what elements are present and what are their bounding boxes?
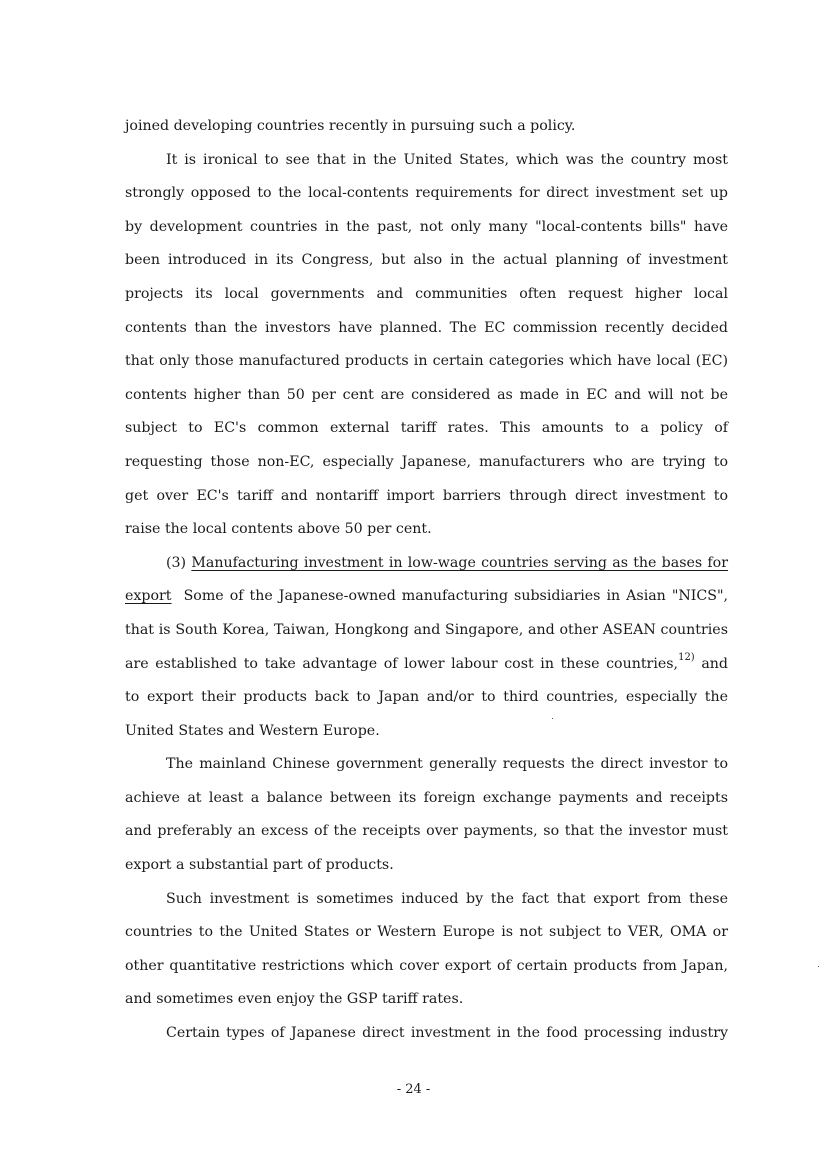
text-line: other quantitative restrictions which cover export of certain products from Japan,	[125, 957, 728, 974]
text-line	[125, 580, 728, 614]
text-line: and preferably an excess of the receipts over payments, so that the investor must	[125, 823, 728, 840]
paragraph-1	[125, 110, 728, 144]
footnote-reference: 12)	[678, 651, 695, 663]
text-line: countries to the United States or Western Europe is not subject to VER, OMA or	[125, 924, 728, 941]
text-line: United States and Western Europe.	[125, 722, 380, 739]
text-line: Such investment is sometimes induced by the fact that export from these	[166, 890, 728, 907]
text-line: that only those manufactured products in certain categories which have local (EC)	[125, 353, 728, 370]
text-line: get over EC's tariff and nontariff import barriers through direct investment to	[125, 487, 728, 504]
paragraph-4	[125, 748, 728, 882]
section-heading: Manufacturing investment in low-wage countries serving as the bases for	[191, 554, 728, 571]
page-number: - 24 -	[396, 1082, 431, 1097]
section-heading-line	[125, 547, 728, 581]
paragraph-3	[125, 547, 728, 749]
scan-speck	[818, 966, 819, 967]
document-body	[125, 110, 728, 1051]
text-line: Certain types of Japanese direct investment in the food processing industry	[166, 1025, 728, 1042]
paragraph-5	[125, 883, 728, 1017]
text-line	[125, 648, 728, 682]
section-number: (3)	[166, 554, 187, 571]
text-line: subject to EC's common external tariff rates. This amounts to a policy of	[125, 420, 728, 437]
text-line: by development countries in the past, not only many "local-contents bills" have	[125, 218, 728, 235]
text-line: that is South Korea, Taiwan, Hongkong and Singapore, and other ASEAN countries	[125, 621, 728, 638]
text-line: projects its local governments and communities often request higher local	[125, 285, 728, 302]
text-line: to export their products back to Japan and/or to third countries, especially the	[125, 689, 728, 706]
scan-speck	[552, 718, 553, 719]
text-line: joined developing countries recently in pursuing such a policy.	[125, 118, 576, 134]
paragraph-6	[125, 1017, 728, 1051]
text-line: contents higher than 50 per cent are considered as made in EC and will not be	[125, 386, 728, 403]
text-line: The mainland Chinese government generally requests the direct investor to	[166, 756, 728, 773]
text-span: are established to take advantage of lower labour cost in these countries,	[125, 655, 679, 672]
text-span: and	[701, 655, 729, 672]
text-line: contents than the investors have planned. The EC commission recently decided	[125, 319, 728, 336]
text-line: been introduced in its Congress, but also in the actual planning of investment	[125, 252, 728, 269]
text-line: strongly opposed to the local-contents requirements for direct investment set up	[125, 185, 728, 202]
text-line: requesting those non-EC, especially Japanese, manufacturers who are trying to	[125, 453, 728, 470]
text-line: export a substantial part of products.	[125, 857, 394, 874]
text-line: achieve at least a balance between its foreign exchange payments and receipts	[125, 789, 728, 806]
text-line: and sometimes even enjoy the GSP tariff rates.	[125, 991, 464, 1008]
text-line: raise the local contents above 50 per cent.	[125, 521, 432, 538]
text-line: It is ironical to see that in the United States, which was the country most	[166, 151, 728, 168]
paragraph-2	[125, 144, 728, 547]
text-span: Some of the Japanese-owned manufacturing subsidiaries in Asian "NICS",	[183, 588, 728, 605]
section-heading-continued: export	[125, 588, 172, 605]
